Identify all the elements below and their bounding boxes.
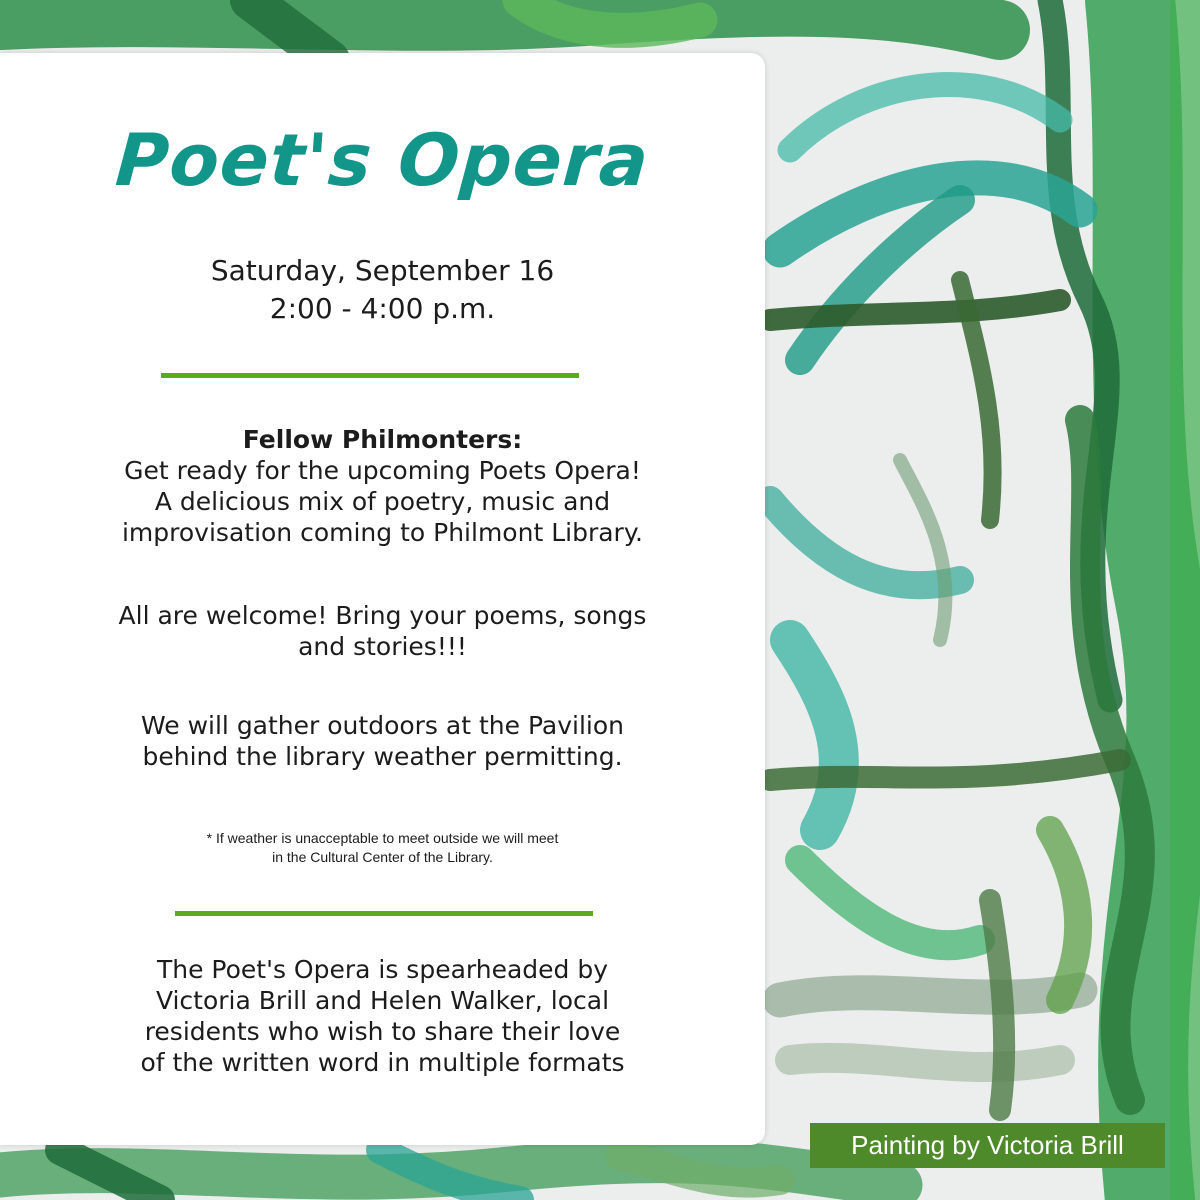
organizers-line: residents who wish to share their love — [144, 1017, 621, 1046]
weather-note-line: in the Cultural Center of the Library. — [272, 849, 493, 865]
event-time: 2:00 - 4:00 p.m. — [269, 292, 496, 325]
intro-line: A delicious mix of poetry, music and — [154, 487, 611, 516]
event-date: Saturday, September 16 — [210, 254, 555, 287]
intro-paragraph — [0, 424, 765, 548]
event-datetime — [0, 252, 765, 328]
organizers-paragraph — [0, 954, 765, 1078]
location-line: behind the library weather permitting. — [142, 742, 623, 771]
divider-bottom — [175, 911, 593, 916]
intro-line: improvisation coming to Philmont Library. — [121, 518, 643, 547]
intro-line: Get ready for the upcoming Poets Opera! — [124, 456, 641, 485]
organizers-line: of the written word in multiple formats — [140, 1048, 625, 1077]
weather-note-line: * If weather is unacceptable to meet outside we will meet — [206, 830, 559, 846]
painting-credit-badge: Painting by Victoria Brill — [810, 1123, 1165, 1168]
event-title: Poet's Opera — [113, 118, 652, 202]
weather-note — [0, 829, 765, 867]
welcome-line: All are welcome! Bring your poems, songs — [118, 601, 647, 630]
organizers-line: Victoria Brill and Helen Walker, local — [155, 986, 610, 1015]
location-line: We will gather outdoors at the Pavilion — [141, 711, 624, 740]
location-paragraph — [0, 710, 765, 772]
welcome-paragraph — [0, 600, 765, 662]
welcome-line: and stories!!! — [298, 632, 467, 661]
intro-lead: Fellow Philmonters: — [242, 425, 523, 454]
organizers-line: The Poet's Opera is spearheaded by — [156, 955, 609, 984]
divider-top — [161, 373, 579, 378]
